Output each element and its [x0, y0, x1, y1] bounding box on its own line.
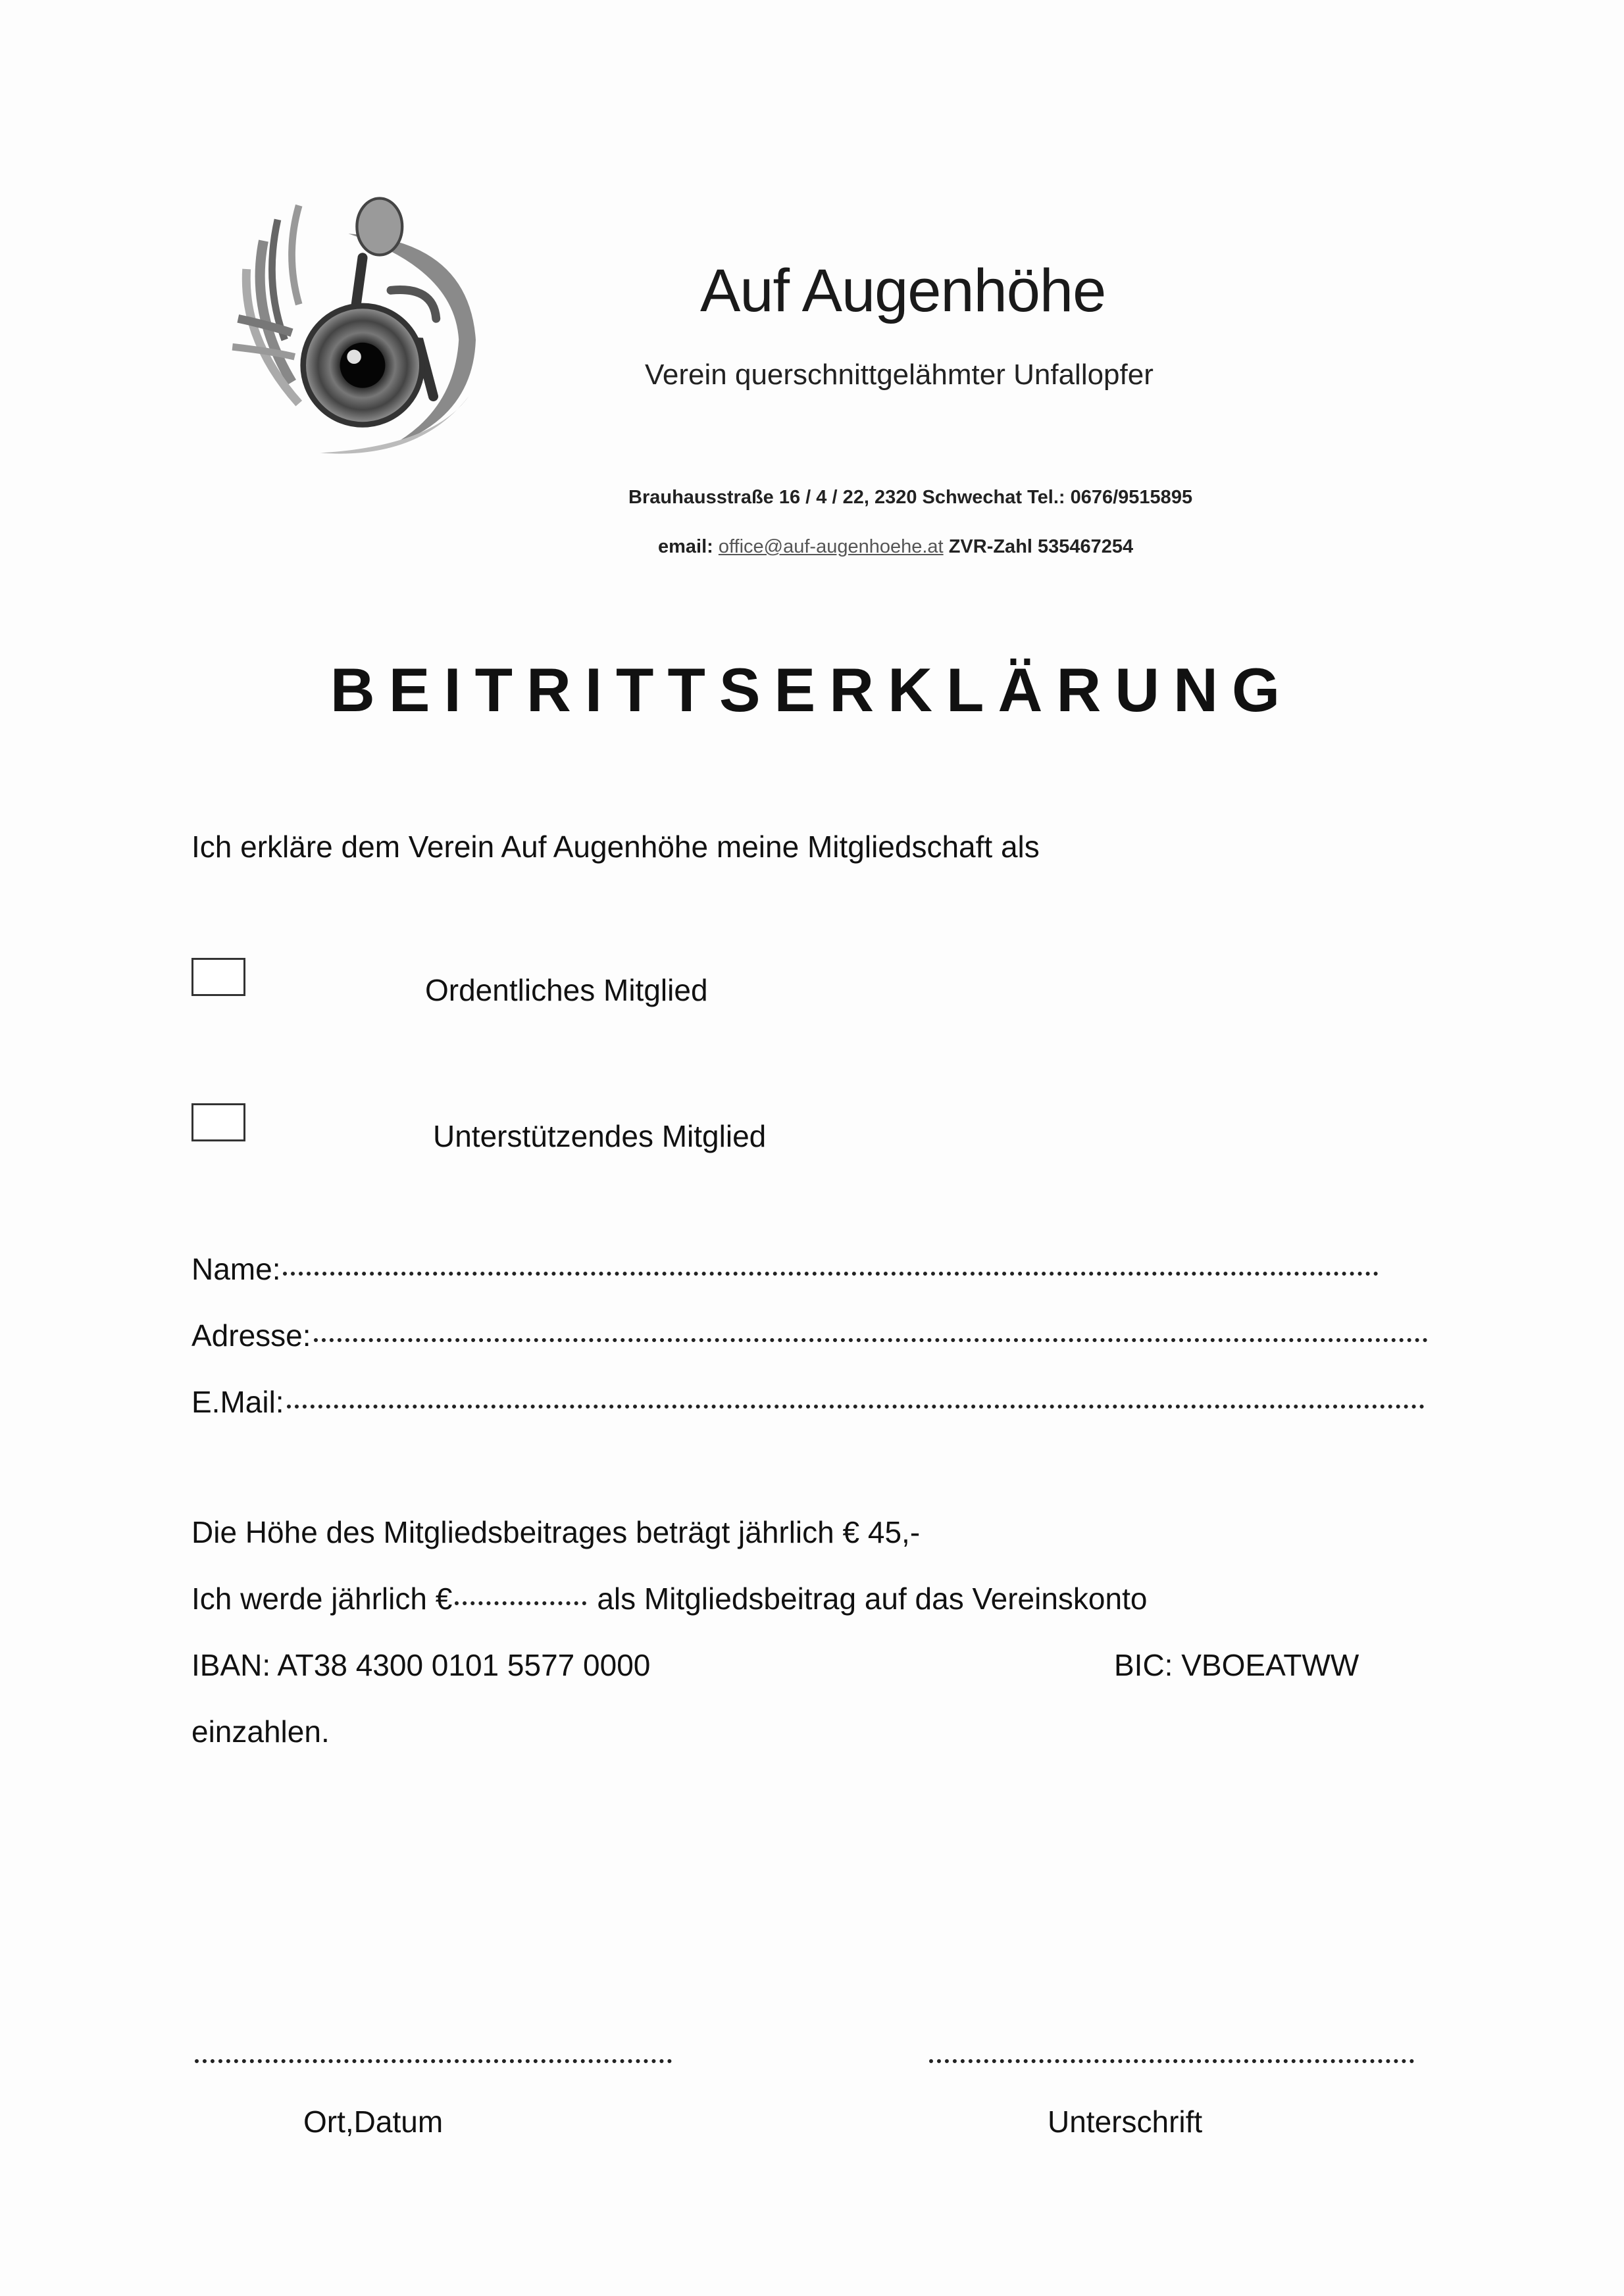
organization-name: Auf Augenhöhe: [700, 257, 1106, 324]
name-field-row: [191, 1251, 1379, 1287]
supporting-member-label: Unterstützendes Mitglied: [433, 1119, 767, 1153]
regular-member-label: Ordentliches Mitglied: [425, 973, 708, 1007]
name-label: Name:: [191, 1252, 281, 1286]
amount-field[interactable]: [455, 1601, 586, 1605]
zvr-number: ZVR-Zahl 535467254: [948, 536, 1134, 557]
address-field-row: [191, 1318, 1428, 1353]
payment-prefix: Ich werde jährlich €: [191, 1582, 453, 1616]
signature-label: Unterschrift: [1048, 2105, 1203, 2139]
iban-text: IBAN: AT38 4300 0101 5577 0000: [191, 1648, 651, 1682]
address-label: Adresse:: [191, 1318, 311, 1353]
email-field-label: E.Mail:: [191, 1385, 284, 1419]
membership-intro-text: Ich erkläre dem Verein Auf Augenhöhe meine Mitgliedschaft als: [191, 830, 1040, 864]
email-field-row: [191, 1384, 1425, 1420]
address-contact-line: Brauhausstraße 16 / 4 / 22, 2320 Schwechat Tel.: 0676/9515895: [628, 487, 1193, 508]
name-field[interactable]: [283, 1272, 1379, 1276]
membership-fee-text: Die Höhe des Mitgliedsbeitrages beträgt jährlich € 45,-: [191, 1515, 921, 1549]
wheelchair-eye-logo-icon: [221, 184, 504, 467]
signature-field[interactable]: [929, 2059, 1414, 2063]
supporting-member-checkbox[interactable]: [191, 1103, 245, 1141]
payment-suffix: als Mitgliedsbeitrag auf das Vereinskonto: [597, 1582, 1148, 1616]
organization-subtitle: Verein querschnittgelähmter Unfallopfer: [645, 359, 1154, 391]
place-date-field[interactable]: [195, 2059, 672, 2063]
email-link[interactable]: office@auf-augenhoehe.at: [718, 536, 944, 557]
place-date-label: Ort,Datum: [303, 2105, 444, 2139]
email-zvr-line: [658, 536, 1133, 558]
email-label: email:: [658, 536, 713, 557]
email-field[interactable]: [287, 1405, 1425, 1409]
payment-end-text: einzahlen.: [191, 1714, 330, 1749]
regular-member-checkbox[interactable]: [191, 958, 245, 996]
document-title: BEITRITTSERKLÄRUNG: [330, 655, 1294, 724]
annual-payment-line: [191, 1581, 1147, 1616]
bic-text: BIC: VBOEATWW: [1114, 1648, 1359, 1682]
address-field[interactable]: [314, 1338, 1428, 1342]
